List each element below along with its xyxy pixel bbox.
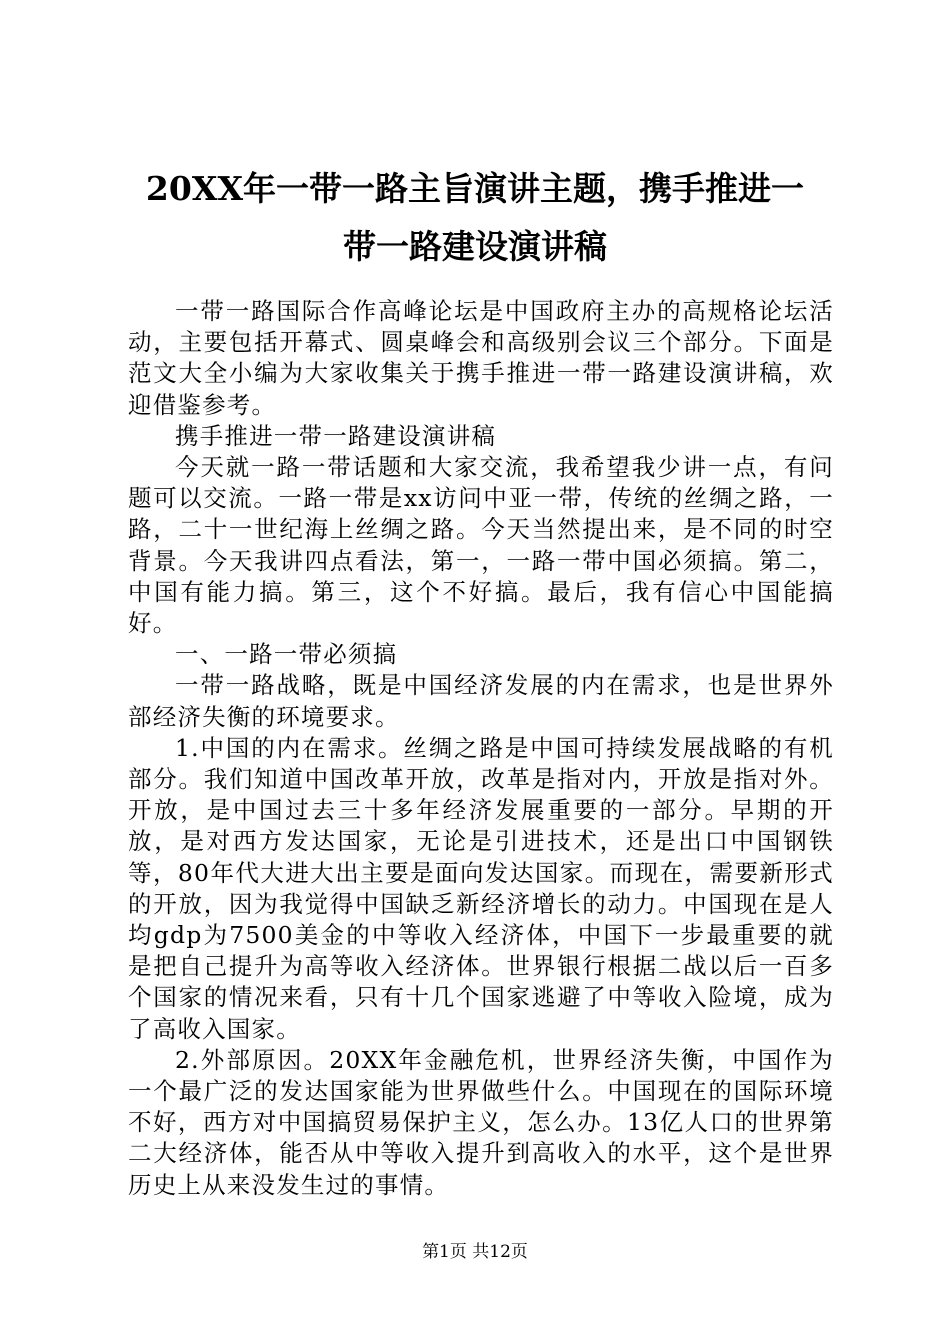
paragraph-internal-demand: 1.中国的内在需求。丝绸之路是中国可持续发展战略的有机部分。我们知道中国改革开放，改革是指对内，开放是指对外。开放，是中国过去三十多年经济发展重要的一部分。早期的开放，是对西方发达国家，无论是引进技术，还是出口中国钢铁等，80年代大进大出主要是面向发达国家。而现在，需要新形式的开放，因为我觉得中国缺乏新经济增长的动力。中国现在是人均gdp为7500美金的中等收入经济体，中国下一步最重要的就是把自己提升为高等收入经济体。世界银行根据二战以后一百多个国家的情况来看，只有十几个国家逃避了中等收入险境，成为了高收入国家。 [128,733,834,1043]
section-heading-1: 一、一路一带必须搞 [175,640,398,669]
paragraph-strategy: 一带一路战略，既是中国经济发展的内在需求，也是世界外部经济失衡的环境要求。 [128,671,834,731]
title-line-1: 20XX年一带一路主旨演讲主题，携手推进一 [145,169,805,208]
document-body [128,296,834,1201]
paragraph-intro: 一带一路国际合作高峰论坛是中国政府主办的高规格论坛活动，主要包括开幕式、圆桌峰会和高级别会议三个部分。下面是范文大全小编为大家收集关于携手推进一带一路建设演讲稿，欢迎借鉴参考。 [128,297,834,419]
paragraph-subtitle: 携手推进一带一路建设演讲稿 [175,421,497,450]
document-title [110,160,840,276]
page-footer: 第1页 共12页 [422,1242,528,1262]
paragraph-opening: 今天就一路一带话题和大家交流，我希望我少讲一点，有问题可以交流。一路一带是xx访问中亚一带，传统的丝绸之路，一路，二十一世纪海上丝绸之路。今天当然提出来，是不同的时空背景。今天我讲四点看法，第一，一路一带中国必须搞。第二，中国有能力搞。第三，这个不好搞。最后，我有信心中国能搞好。 [128,453,834,638]
paragraph-external-reasons: 2.外部原因。20XX年金融危机，世界经济失衡，中国作为一个最广泛的发达国家能为世界做些什么。中国现在的国际环境不好，西方对中国搞贸易保护主义，怎么办。13亿人口的世界第二大经济体，能否从中等收入提升到高收入的水平，这个是世界历史上从来没发生过的事情。 [128,1045,834,1199]
title-line-2: 带一路建设演讲稿 [343,227,607,266]
